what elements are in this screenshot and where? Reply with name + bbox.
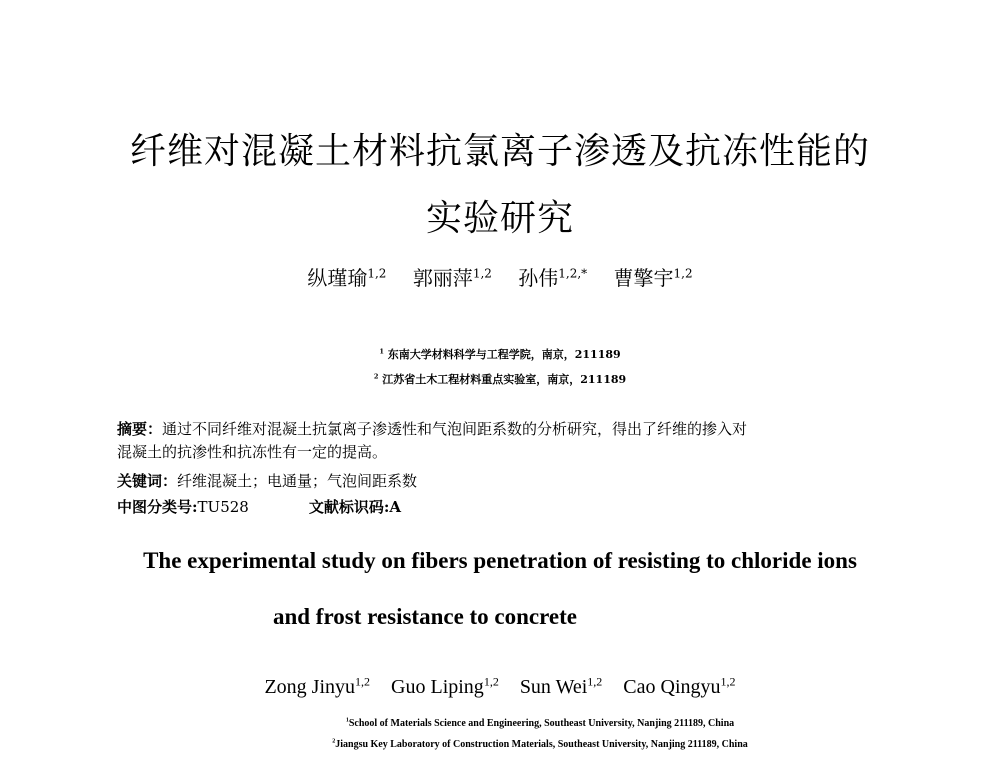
author-affiliation-mark: 1,2,* xyxy=(558,266,588,281)
author-name: 郭丽萍 xyxy=(412,266,473,290)
author-name: Cao Qingyu xyxy=(623,676,721,698)
chinese-author-list xyxy=(0,262,1000,291)
abstract-label: 摘要： xyxy=(117,420,163,438)
chinese-affiliation-1 xyxy=(0,346,1000,362)
affiliation-number: 1 xyxy=(379,347,384,356)
author-name: 曹擎宇 xyxy=(613,266,674,290)
affiliation-text: Jiangsu Key Laboratory of Construction Materials, Southeast University, Nanjing 211189, China xyxy=(335,739,748,750)
affiliation-number: 2 xyxy=(332,738,336,745)
document-code-label: 文献标识码: xyxy=(308,498,390,516)
chinese-title-line-1: 纤维对混凝土材料抗氯离子渗透及抗冻性能的 xyxy=(129,131,870,172)
author-affiliation-mark: 1,2 xyxy=(720,674,736,689)
keywords xyxy=(117,470,907,493)
author-affiliation-mark: 1,2 xyxy=(673,266,693,281)
keywords-label: 关键词： xyxy=(117,472,178,490)
chinese-affiliation-2 xyxy=(0,371,1000,387)
english-author xyxy=(623,676,735,698)
abstract-text-line-1: 通过不同纤维对混凝土抗氯离子渗透性和气泡间距系数的分析研究，得出了纤维的掺入对 xyxy=(162,420,748,438)
affiliation-text: School of Materials Science and Engineering, Southeast University, Nanjing 211189, China xyxy=(348,718,735,729)
affiliation-number: 1 xyxy=(345,717,349,724)
author-name: Zong Jinyu xyxy=(264,676,356,698)
author-name: 孙伟 xyxy=(518,266,559,290)
english-author xyxy=(264,676,370,698)
chinese-author xyxy=(518,266,587,290)
clc-label: 中图分类号: xyxy=(117,498,198,516)
chinese-title-line-2: 实验研究 xyxy=(425,198,574,239)
english-author-list xyxy=(0,676,1000,699)
chinese-author xyxy=(413,266,492,290)
chinese-author xyxy=(307,266,386,290)
english-affiliation-2 xyxy=(40,739,1000,750)
abstract-text-line-2: 混凝土的抗渗性和抗冻性有一定的提高。 xyxy=(117,443,388,461)
english-title-line-1: The experimental study on fibers penetration of resisting to chloride ions xyxy=(143,548,857,573)
keywords-text: 纤维混凝土；电通量；气泡间距系数 xyxy=(177,472,418,490)
document-code-value: A xyxy=(389,498,402,516)
chinese-author xyxy=(614,266,693,290)
affiliation-text: 东南大学材料科学与工程学院，南京，211189 xyxy=(387,348,621,361)
author-affiliation-mark: 1,2 xyxy=(587,674,603,689)
author-affiliation-mark: 1,2 xyxy=(483,674,499,689)
affiliation-number: 2 xyxy=(373,372,379,381)
author-affiliation-mark: 1,2 xyxy=(367,266,387,281)
author-affiliation-mark: 1,2 xyxy=(355,674,371,689)
author-name: Guo Liping xyxy=(391,676,484,698)
english-title-line-2: and frost resistance to concrete xyxy=(272,604,578,629)
abstract xyxy=(117,418,907,464)
english-author xyxy=(520,676,602,698)
classification-line xyxy=(117,496,907,519)
english-affiliation-1 xyxy=(40,718,1000,729)
clc-value: TU528 xyxy=(197,498,249,516)
author-name: Sun Wei xyxy=(519,676,588,698)
author-affiliation-mark: 1,2 xyxy=(472,266,492,281)
affiliation-text: 江苏省土木工程材料重点实验室，南京，211189 xyxy=(382,373,627,386)
english-author xyxy=(391,676,499,698)
author-name: 纵瑾瑜 xyxy=(307,266,368,290)
